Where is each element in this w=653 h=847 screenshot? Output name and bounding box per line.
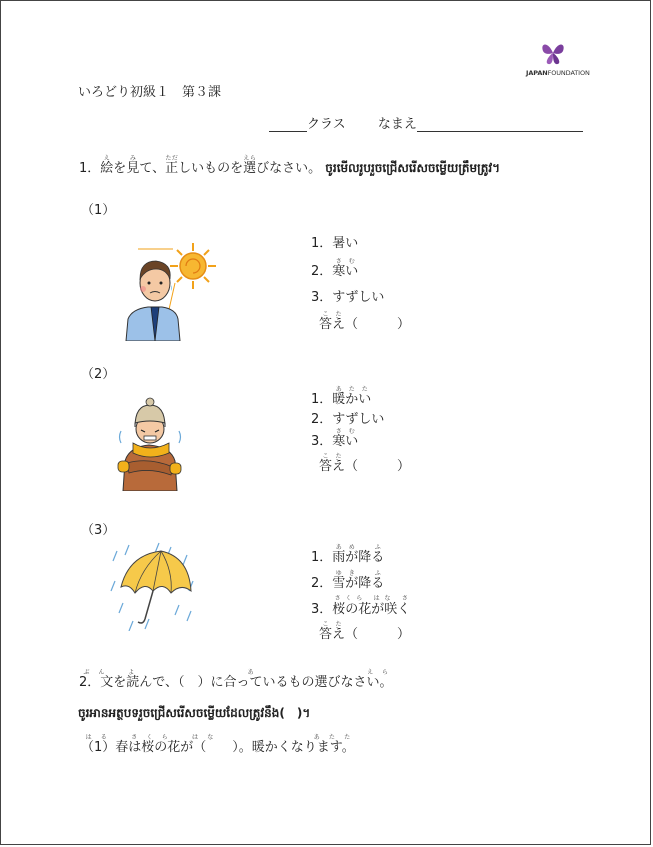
question3-number: （3） [81, 523, 116, 538]
q2-option-2: 2．すずしい [311, 412, 385, 427]
logo-text: JAPANFOUNDATION [526, 69, 590, 77]
instr-text: を [113, 161, 127, 176]
q1-option-3: 3．すずしい [311, 290, 385, 305]
name-blank[interactable] [417, 119, 583, 132]
cold-man-illustration [113, 391, 193, 491]
q2-option-3: 3．寒いさむ [311, 428, 359, 449]
q1-option-2: 2．寒いさむ [311, 258, 359, 279]
hot-man-illustration [118, 241, 218, 341]
instr-text: びなさい。 [256, 161, 322, 176]
class-name-row [269, 113, 583, 132]
course-title: いろどり初級１ 第３課 [78, 85, 222, 100]
section2-instruction: 2．文を読んで、（ ）に合っているもの選びなさい。ぶん よ あ えら [79, 669, 393, 690]
furigana-tada: 正ただ [165, 155, 179, 176]
q3-answer[interactable]: 答えこた（ ） [319, 621, 411, 642]
section2-question1[interactable]: （1）春は桜の花が（ ）。暖かくなります。はる さくら はな あたた [81, 734, 355, 755]
instr-text: て、 [139, 161, 166, 176]
instr-text: しいものを [178, 161, 244, 176]
furigana-e: 絵え [100, 155, 114, 176]
name-label: なまえ [377, 117, 417, 132]
q3-option-3: 3．桜の花が咲くさくら はな さ [311, 595, 411, 617]
question2-number: （2） [81, 367, 116, 382]
section1-instruction-khmer: ចូរមើលរូបរួចជ្រើសរើសចម្លើយត្រឹមត្រូវ។ [325, 161, 501, 175]
q3-option-1: 1．雨が降るあめ ふ [311, 544, 385, 565]
section1-instruction [79, 155, 500, 178]
q3-option-2: 2．雪が降るゆき ふ [311, 570, 385, 591]
q2-option-1: 1．暖かいあたた [311, 386, 372, 407]
furigana-mi: 見み [126, 155, 140, 176]
furigana-era: 選えら [243, 155, 257, 176]
class-label: クラス [307, 117, 346, 132]
q1-answer[interactable]: 答えこた（ ） [319, 311, 411, 332]
butterfly-icon [538, 39, 568, 67]
question1-number: （1） [81, 203, 116, 218]
umbrella-rain-illustration [109, 541, 199, 631]
class-blank[interactable] [269, 119, 307, 132]
q1-option-1: 1．暑い [311, 236, 359, 251]
japan-foundation-logo [526, 39, 590, 79]
q2-answer[interactable]: 答えこた（ ） [319, 453, 411, 474]
section1-number: 1． [79, 161, 101, 176]
section2-instruction-khmer: ចូរអានអត្ថបទរួចជ្រើសរើសចម្លើយដែលត្រូវនឹង( )។ [78, 706, 311, 720]
